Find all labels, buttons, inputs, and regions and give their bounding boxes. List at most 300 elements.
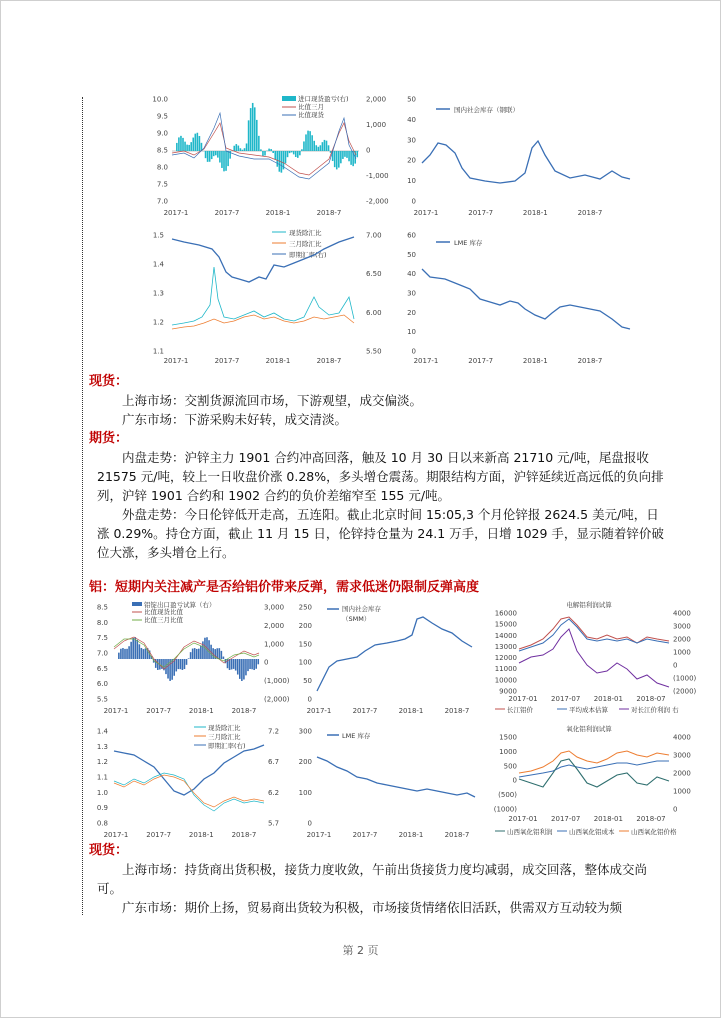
axis-tick-label: 0	[366, 146, 371, 155]
axis-tick-label: 2018-07	[636, 695, 666, 703]
axis-tick-label: 9.0	[156, 129, 168, 138]
axis-tick-label: 200	[298, 758, 312, 767]
axis-tick-label: 2018-1	[522, 357, 548, 365]
chart-zinc-social-stock	[400, 93, 640, 220]
axis-tick-label: 100	[298, 658, 312, 667]
profit-bar	[233, 659, 235, 669]
axis-tick-label: 2017-07	[551, 695, 581, 703]
legend-label: 铝锭出口盈亏试算（右）	[144, 601, 216, 609]
profit-bar	[334, 151, 336, 167]
profit-bar	[301, 149, 303, 151]
axis-tick-label: (500)	[498, 791, 517, 800]
profit-bar	[190, 652, 192, 659]
series-social-stock	[317, 617, 472, 691]
legend-label: 现货除汇比	[208, 724, 241, 732]
profit-bar	[124, 649, 126, 659]
profit-bar	[250, 108, 252, 151]
profit-bar	[311, 135, 313, 151]
profit-bar	[182, 659, 184, 670]
x-ticks	[164, 357, 342, 365]
profit-bar	[320, 145, 322, 151]
profit-bar	[229, 659, 231, 670]
aluminum-heading: 铝：短期内关注减产是否给铝价带来反弹，需求低迷仍限制反弹高度	[89, 580, 480, 595]
margin-dotted-line	[82, 97, 83, 915]
axis-tick-label: 8.0	[156, 163, 168, 172]
profit-bar	[322, 142, 324, 151]
profit-bar	[213, 151, 215, 156]
profit-bar	[139, 644, 141, 659]
axis-tick-label: (1000)	[493, 805, 517, 814]
axis-tick-label: 2017-7	[214, 357, 240, 365]
x-ticks	[414, 357, 603, 365]
zinc-futures-foreign: 外盘走势：今日伦锌低开走高，五连阳。截止北京时间 15:05,3 个月伦锌报 2624.5 美元/吨，日涨 0.29%。持仓方面，截止 11 月 15 日，伦锌持仓量为 24.1 万手，日增 1029 手，显示随着锌价破位大涨，多头增仓上行。	[97, 507, 664, 560]
axis-tick-label: 0	[307, 695, 312, 704]
profit-bar	[118, 653, 120, 659]
profit-bar	[356, 151, 358, 157]
chart-al-smelter-profit	[491, 599, 697, 723]
axis-tick-label: 7.5	[96, 634, 108, 643]
profit-bar	[211, 151, 213, 159]
profit-bar	[219, 648, 221, 659]
profit-bar	[223, 657, 225, 659]
series-cj-price	[519, 617, 669, 649]
import-profit-bars	[176, 103, 358, 173]
axis-tick-label: 6.5	[96, 664, 108, 673]
axis-tick-label: 0	[512, 776, 517, 785]
legend-label: （SMM）	[342, 615, 371, 623]
axis-tick-label: 2018-1	[188, 707, 214, 715]
axis-tick-label: 2017-7	[352, 831, 378, 839]
profit-bar	[326, 141, 328, 151]
chart-zinc-fx-ratio	[144, 227, 399, 367]
axis-tick-label: 40	[407, 270, 416, 279]
profit-bar	[245, 659, 247, 675]
axis-tick-label: 16000	[494, 609, 517, 618]
profit-bar	[199, 136, 201, 151]
y-left-ticks	[152, 96, 168, 206]
profit-bar	[244, 148, 246, 151]
axis-tick-label: 3,000	[264, 603, 285, 612]
legend-label: 山西氧化铝利润	[507, 828, 553, 836]
profit-bar	[128, 646, 130, 659]
y-right-ticks	[366, 96, 389, 206]
profit-bar	[180, 136, 182, 151]
profit-bar	[188, 145, 190, 151]
axis-tick-label: 2017-1	[413, 357, 439, 365]
profit-bar	[176, 143, 178, 151]
profit-bar	[299, 151, 301, 155]
legend-label: 即期汇率(右)	[208, 742, 246, 750]
y-ticks	[407, 232, 416, 356]
axis-tick-label: 3000	[673, 622, 691, 631]
profit-bar	[241, 659, 243, 681]
y-right-ticks	[268, 728, 279, 828]
y-left-ticks	[97, 728, 109, 828]
profit-bar	[141, 648, 143, 659]
axis-tick-label: 5.5	[96, 695, 108, 704]
y-right-ticks	[673, 610, 697, 696]
series-alumina-price	[519, 751, 669, 773]
profit-bar	[200, 646, 202, 659]
axis-tick-label: 2018-1	[398, 831, 424, 839]
axis-tick-label: 15000	[494, 620, 517, 629]
profit-bar	[225, 151, 227, 171]
profit-bar	[328, 145, 330, 151]
chart-al-lme-stock	[297, 723, 489, 843]
profit-bar	[223, 151, 225, 171]
axis-tick-label: 1,000	[264, 640, 285, 649]
axis-tick-label: 2017-1	[306, 707, 332, 715]
profit-bar	[340, 151, 342, 163]
y-ticks	[299, 604, 312, 704]
y-left-ticks	[495, 610, 517, 696]
profit-bar	[295, 151, 297, 157]
legend-label: 山西氧化铝成本	[569, 828, 615, 836]
profit-bar	[186, 659, 188, 665]
profit-bar	[227, 151, 229, 166]
axis-tick-label: 1.3	[152, 289, 164, 298]
profit-bar	[254, 107, 256, 151]
axis-tick-label: 2,000	[366, 95, 387, 104]
axis-tick-label: 4000	[673, 609, 691, 618]
profit-bar	[120, 649, 122, 659]
profit-bar	[137, 640, 139, 659]
axis-tick-label: 8.5	[96, 603, 108, 612]
profit-bar	[239, 659, 241, 679]
profit-bar	[178, 137, 180, 151]
profit-bar	[195, 134, 197, 151]
profit-bar	[205, 151, 207, 158]
axis-tick-label: 2018-7	[231, 707, 257, 715]
legend-label: 国内社会库存	[342, 605, 381, 613]
axis-tick-label: 20	[407, 156, 416, 165]
axis-tick-label: 5.50	[366, 347, 382, 356]
axis-tick-label: 7.0	[96, 649, 108, 658]
axis-tick-label: 1.1	[152, 347, 164, 356]
axis-tick-label: 1000	[673, 787, 691, 796]
al-spot-heading: 现货：	[89, 843, 129, 858]
axis-tick-label: 1.4	[96, 727, 108, 736]
legend-label: 平均成本估算	[569, 706, 608, 714]
axis-tick-label: 2000	[673, 769, 691, 778]
axis-tick-label: 100	[298, 788, 312, 797]
axis-tick-label: 6.00	[366, 308, 382, 317]
profit-bar	[247, 659, 249, 671]
profit-bar	[194, 648, 196, 659]
legend-label: 山西氧化铝价格	[631, 828, 677, 836]
x-ticks	[414, 209, 603, 217]
axis-tick-label: 0	[411, 347, 416, 356]
x-ticks	[104, 831, 257, 839]
profit-bar	[219, 151, 221, 163]
chart-title: 电解铝利润试算	[566, 601, 612, 609]
profit-bar	[217, 151, 219, 158]
axis-tick-label: 1000	[673, 648, 691, 657]
axis-tick-label: 3000	[673, 751, 691, 760]
axis-tick-label: 50	[303, 677, 312, 686]
y-ticks	[299, 728, 312, 828]
legend-label: LME 库存	[342, 732, 371, 740]
axis-tick-label: 250	[298, 603, 312, 612]
profit-bar	[303, 141, 305, 151]
profit-bar	[274, 151, 276, 160]
axis-tick-label: 2018-7	[577, 357, 603, 365]
profit-bar	[315, 145, 317, 151]
legend-label: 比值三月	[298, 103, 324, 111]
axis-tick-label: 5.7	[268, 819, 280, 828]
profit-bar	[186, 145, 188, 151]
axis-tick-label: 0	[264, 658, 269, 667]
axis-tick-label: 10	[407, 328, 416, 337]
axis-tick-label: 2017-7	[468, 357, 494, 365]
y-right-ticks	[366, 232, 382, 356]
profit-bar	[287, 151, 289, 157]
zinc-spot-shanghai: 上海市场：交割货源流回市场，下游观望，成交偏淡。	[122, 393, 423, 408]
axis-tick-label: 9.5	[156, 112, 168, 121]
axis-tick-label: 7.2	[268, 727, 280, 736]
profit-bar	[243, 659, 245, 679]
axis-tick-label: 2018-1	[265, 209, 291, 217]
legend-label: 国内社会库存（钢联）	[454, 106, 519, 114]
axis-tick-label: 1.2	[152, 318, 164, 327]
profit-bar	[145, 648, 147, 659]
y-right-ticks	[673, 734, 691, 814]
profit-bar	[249, 659, 251, 669]
profit-bar	[197, 133, 199, 151]
axis-tick-label: 0	[411, 197, 416, 206]
profit-bar	[196, 649, 198, 659]
axis-tick-label: 2018-01	[593, 695, 623, 703]
axis-tick-label: -2,000	[366, 197, 389, 206]
axis-tick-label: 2017-1	[163, 209, 189, 217]
axis-tick-label: 1.3	[96, 742, 108, 751]
y-ticks	[407, 96, 416, 206]
axis-tick-label: 50	[407, 95, 416, 104]
axis-tick-label: 2018-7	[444, 707, 470, 715]
zinc-futures-heading: 期货：	[89, 431, 129, 446]
profit-bar	[178, 659, 180, 669]
axis-tick-label: 2017-07	[551, 815, 581, 823]
profit-bar	[242, 150, 244, 151]
axis-tick-label: 13000	[494, 642, 517, 651]
chart-title: 氧化铝利润试算	[566, 725, 612, 733]
x-ticks	[104, 707, 257, 715]
profit-bar	[235, 659, 237, 671]
axis-tick-label: 2018-1	[398, 707, 424, 715]
profit-bar	[285, 151, 287, 163]
axis-tick-label: 30	[407, 136, 416, 145]
profit-bar	[167, 659, 169, 679]
axis-tick-label: 40	[407, 115, 416, 124]
axis-tick-label: 2018-07	[636, 815, 666, 823]
axis-tick-label: 7.5	[156, 180, 168, 189]
legend-label: 进口现货盈亏(右)	[298, 95, 349, 103]
series-lme-stock	[317, 757, 475, 797]
profit-bar	[209, 151, 211, 162]
profit-bar	[126, 649, 128, 659]
x-ticks	[307, 707, 470, 715]
axis-tick-label: 2017-1	[103, 831, 129, 839]
profit-bar	[318, 147, 320, 151]
axis-tick-label: 10	[407, 177, 416, 186]
legend-label: LME 库存	[454, 239, 483, 247]
axis-tick-label: 1.0	[96, 788, 108, 797]
axis-tick-label: 2017-1	[103, 707, 129, 715]
profit-bar	[188, 658, 190, 659]
axis-tick-label: 1.4	[152, 260, 164, 269]
axis-tick-label: 2018-1	[265, 357, 291, 365]
legend-label: 三月除汇比	[208, 733, 241, 741]
axis-tick-label: 8.0	[96, 618, 108, 627]
axis-tick-label: 11000	[494, 665, 517, 674]
y-right-ticks	[264, 604, 290, 704]
zinc-spot-guangdong: 广东市场：下游采购未好转，成交清淡。	[122, 412, 348, 427]
profit-bar	[207, 151, 209, 162]
axis-tick-label: 2017-7	[352, 707, 378, 715]
profit-bar	[305, 134, 307, 151]
x-ticks	[508, 815, 665, 823]
profit-bar	[221, 151, 223, 168]
profit-bar	[143, 649, 145, 659]
profit-bar	[122, 648, 124, 659]
profit-bar	[297, 151, 299, 158]
page-number: 第 2 页	[342, 944, 379, 957]
profit-bar	[248, 120, 250, 151]
zinc-futures-domestic: 内盘走势：沪锌主力 1901 合约冲高回落，触及 10 月 30 日以来新高 21710 元/吨，尾盘报收 21575 元/吨，较上一日收盘价涨 0.28%，多头增仓震荡。期限结构方面，沪锌延续近高远低的负向排列，沪锌 1901 合约和 1902 合约的负价差缩窄至 155 元/吨。	[97, 450, 664, 503]
chart-al-import-ratio	[94, 599, 294, 719]
legend-label: 长江铝价	[507, 706, 533, 714]
chart-al-fx-ratio	[94, 723, 294, 843]
axis-tick-label: 0	[673, 661, 678, 670]
axis-tick-label: 2018-7	[316, 209, 342, 217]
series-social-stock	[422, 141, 630, 183]
axis-tick-label: 10.0	[152, 95, 168, 104]
legend-label: 比值三月比值	[144, 616, 183, 624]
axis-tick-label: 1,000	[366, 121, 387, 129]
axis-tick-label: (2,000)	[264, 695, 290, 704]
legend-label: 比值现货	[298, 111, 324, 119]
axis-tick-label: 500	[503, 762, 517, 771]
axis-tick-label: 6.7	[268, 758, 280, 767]
profit-bar	[238, 146, 240, 151]
axis-tick-label: 2017-7	[146, 831, 172, 839]
profit-bar	[233, 146, 235, 151]
axis-tick-label: 2000	[673, 635, 691, 644]
legend-label: 比值现货比值	[144, 608, 183, 616]
axis-tick-label: 2017-1	[163, 357, 189, 365]
legend-label: 即期汇率(右)	[289, 251, 327, 259]
profit-bar	[336, 151, 338, 169]
axis-tick-label: 300	[298, 727, 312, 736]
profit-bar	[221, 651, 223, 659]
axis-tick-label: 1500	[499, 733, 517, 742]
profit-bar	[192, 649, 194, 659]
profit-bar	[132, 638, 134, 659]
axis-tick-label: 9000	[499, 687, 517, 696]
profit-bar	[184, 659, 186, 669]
axis-tick-label: 0	[673, 805, 678, 814]
axis-tick-label: 7.0	[156, 197, 168, 206]
profit-bar	[192, 138, 194, 151]
axis-tick-label: 1.1	[96, 773, 108, 782]
axis-tick-label: 8.5	[156, 146, 168, 155]
axis-tick-label: 0.8	[96, 819, 108, 828]
series-avg-cost	[519, 619, 669, 651]
axis-tick-label: 2018-01	[593, 815, 623, 823]
profit-bar	[309, 131, 311, 151]
profit-bar	[246, 143, 248, 151]
profit-bar	[240, 148, 242, 151]
profit-bar	[252, 103, 254, 151]
axis-tick-label: 2017-7	[146, 707, 172, 715]
x-ticks	[164, 209, 342, 217]
axis-tick-label: 2018-7	[444, 831, 470, 839]
chart-zinc-import-ratio-svg	[144, 93, 399, 220]
chart-al-alumina-profit	[491, 723, 691, 843]
axis-tick-label: 2017-1	[413, 209, 439, 217]
axis-tick-label: (2000)	[673, 687, 697, 696]
series-lme-stock	[422, 269, 630, 329]
axis-tick-label: 30	[407, 289, 416, 298]
axis-tick-label: 6.0	[96, 680, 108, 689]
axis-tick-label: 200	[298, 621, 312, 630]
axis-tick-label: 2018-7	[577, 209, 603, 217]
y-left-ticks	[153, 232, 165, 356]
profit-bar	[307, 131, 309, 151]
profit-bar	[215, 151, 217, 155]
axis-tick-label: 6.2	[268, 788, 280, 797]
axis-tick-label: -1,000	[366, 172, 389, 180]
zinc-spot-heading: 现货：	[89, 374, 129, 389]
axis-tick-label: 2018-7	[231, 831, 257, 839]
profit-bar	[260, 149, 262, 151]
x-ticks	[508, 695, 665, 703]
x-ticks	[307, 831, 470, 839]
profit-bar	[253, 659, 255, 670]
chart-zinc-lme-stock	[400, 227, 640, 367]
profit-bar	[342, 151, 344, 159]
profit-bar	[293, 151, 295, 154]
profit-bar	[182, 138, 184, 151]
profit-bar	[256, 120, 258, 151]
profit-bar	[180, 659, 182, 669]
axis-tick-label: 60	[407, 231, 416, 240]
profit-bar	[268, 149, 270, 151]
axis-tick-label: (1,000)	[264, 677, 290, 686]
axis-tick-label: 6.50	[366, 270, 382, 279]
profit-bar	[324, 140, 326, 151]
profit-bar	[291, 151, 293, 152]
profit-bar	[236, 144, 238, 151]
axis-tick-label: 1000	[499, 747, 517, 756]
profit-bar	[258, 136, 260, 151]
profit-bar	[344, 151, 346, 157]
profit-bar	[175, 659, 177, 671]
series-3m-ratio	[172, 315, 354, 329]
axis-tick-label: 2017-01	[508, 815, 538, 823]
al-spot-shanghai: 上海市场：持货商出货积极，接货力度收敛，午前出货接货力度均减弱，成交回落，整体成交尚可。	[97, 862, 648, 896]
profit-bar	[231, 659, 233, 669]
axis-tick-label: 12000	[494, 654, 517, 663]
profit-bar	[350, 151, 352, 165]
profit-bar	[346, 151, 348, 158]
axis-tick-label: 1.5	[152, 231, 164, 240]
profit-bar	[130, 642, 132, 659]
axis-tick-label: 2017-01	[508, 695, 538, 703]
axis-tick-label: 2018-1	[522, 209, 548, 217]
chart-al-social-stock	[297, 599, 489, 719]
series-alumina-cost	[519, 761, 669, 777]
